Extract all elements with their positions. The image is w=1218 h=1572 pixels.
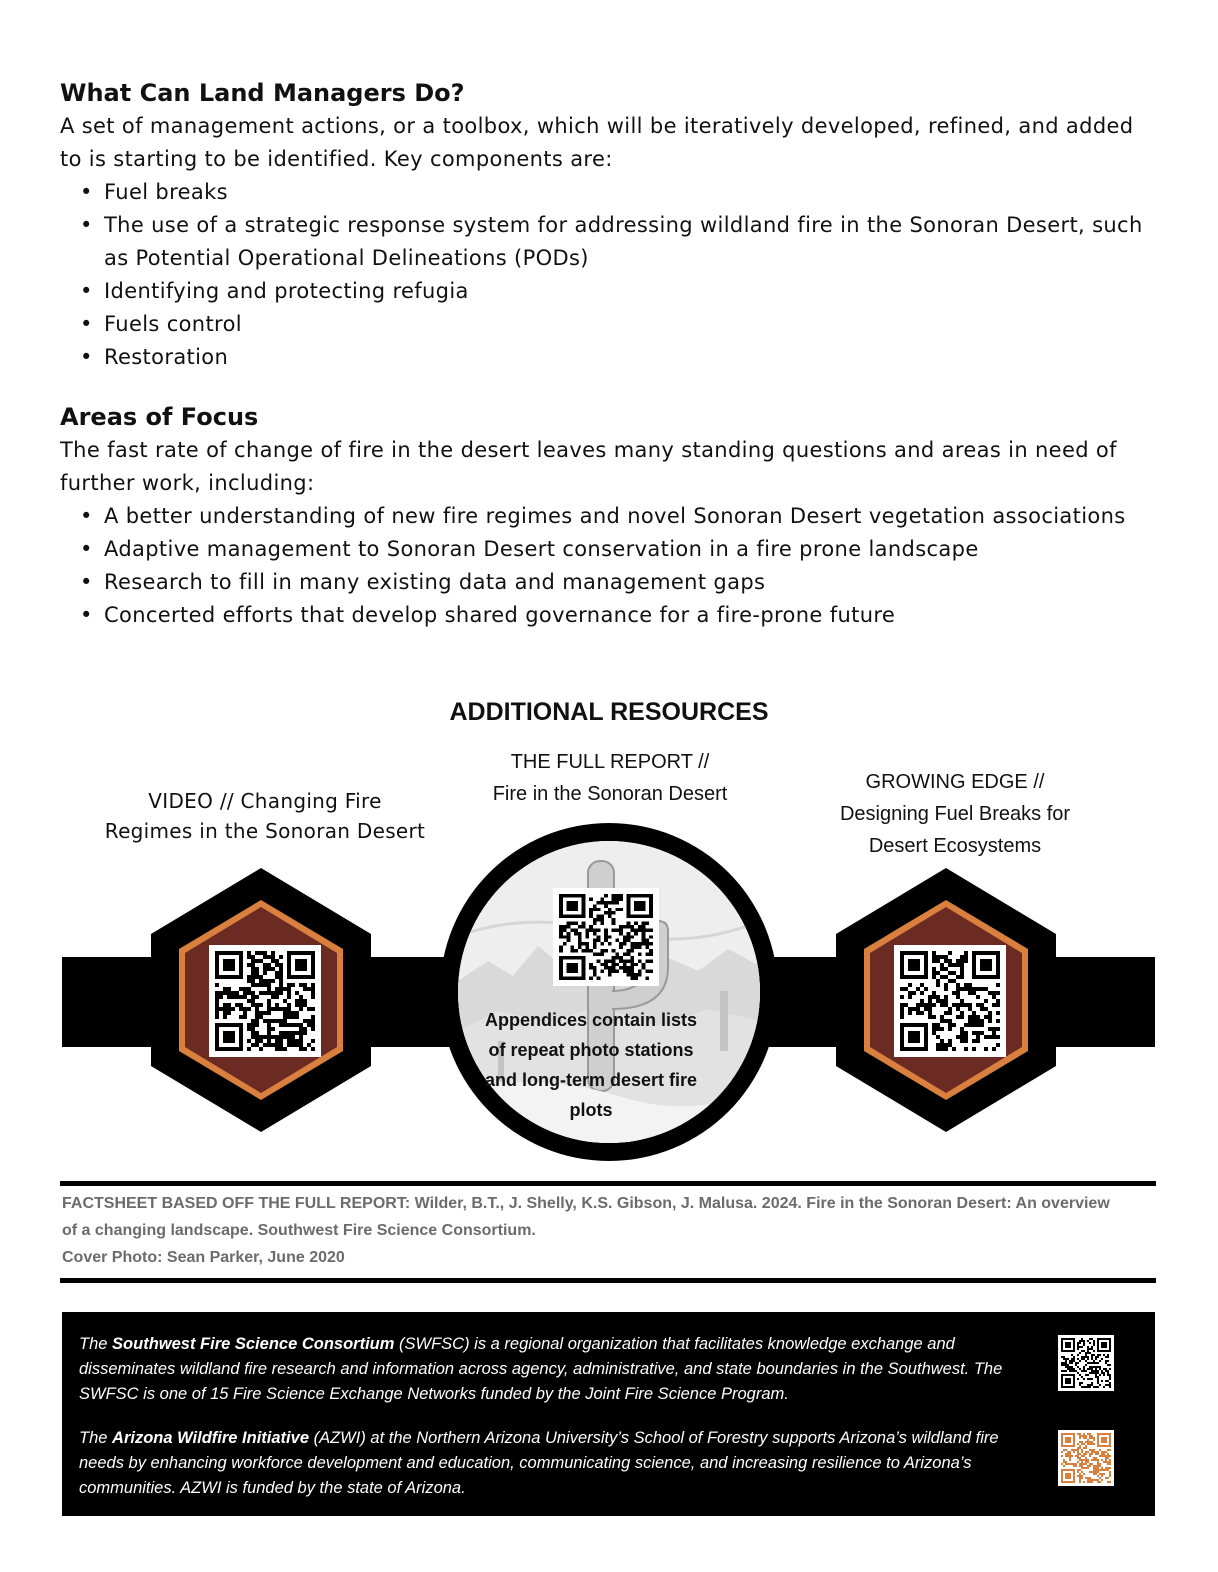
- citation-reference: Wilder, B.T., J. Shelly, K.S. Gibson, J. Malusa. 2024. Fire in the Sonoran Desert: An overview of a changing landscape. Southwest Fire Science Consortium.: [62, 1195, 1110, 1239]
- qr-code-icon: [1061, 1338, 1111, 1388]
- bullet-list: [60, 500, 1160, 632]
- section-heading: What Can Land Managers Do?: [60, 79, 465, 107]
- text-fragment: The: [79, 1429, 113, 1447]
- video-caption-line2: Regimes in the Sonoran Desert: [104, 819, 426, 843]
- list-item: • A better understanding of new fire regimes and novel Sonoran Desert vegetation associations: [60, 500, 1160, 533]
- resources-title: ADDITIONAL RESOURCES: [449, 698, 769, 726]
- text-fragment: (SWFSC) is a regional organization that facilitates knowledge exchange and disseminates wildland fire research and information across agency, administrative, and state boundaries in the Southwest. The SWFSC is one of 15 Fire Science Exchange Networks funded by the Joint Fire Science Program.: [79, 1335, 1003, 1403]
- swfsc-name: Southwest Fire Science Consortium: [112, 1335, 395, 1353]
- growing-edge-caption-line1: GROWING EDGE //: [865, 771, 1045, 793]
- azwi-description: [79, 1426, 1009, 1501]
- growing-edge-qr-code[interactable]: [894, 945, 1006, 1057]
- section-intro: The fast rate of change of fire in the desert leaves many standing questions and areas in need of further work, including:: [60, 438, 1117, 495]
- growing-edge-caption-line2: Designing Fuel Breaks for: [839, 803, 1071, 825]
- growing-edge-caption: [800, 766, 1110, 862]
- list-item: • Adaptive management to Sonoran Desert conservation in a fire prone landscape: [60, 533, 1160, 566]
- growing-edge-hexagon: [836, 868, 1056, 1132]
- text-fragment: The: [79, 1335, 113, 1353]
- list-item: • Fuel breaks: [60, 176, 1160, 209]
- bullet-list: [60, 176, 1160, 374]
- azwi-qr-code[interactable]: [1058, 1430, 1114, 1486]
- azwi-name: Arizona Wildfire Initiative: [112, 1429, 309, 1447]
- swfsc-description: [79, 1332, 1009, 1407]
- divider: [60, 1278, 1156, 1283]
- qr-code-icon: [900, 951, 1000, 1051]
- qr-code-icon: [1061, 1433, 1111, 1483]
- text-fragment: (AZWI) at the Northern Arizona University’s School of Forestry supports Arizona’s wildland fire needs by enhancing workforce development and education, communicating science, and increasing resilience to Arizona’s communities. AZWI is funded by the state of Arizona.: [79, 1429, 999, 1497]
- growing-edge-caption-line3: Desert Ecosystems: [868, 835, 1042, 857]
- swfsc-qr-code[interactable]: [1058, 1335, 1114, 1391]
- list-item: • Concerted efforts that develop shared governance for a fire-prone future: [60, 599, 1160, 632]
- qr-code-icon: [215, 951, 315, 1051]
- list-item: • Research to fill in many existing data and management gaps: [60, 566, 1160, 599]
- section-land-managers: [60, 78, 1160, 374]
- footer-box: [62, 1312, 1155, 1516]
- report-caption-line1: THE FULL REPORT //: [510, 751, 710, 773]
- report-caption-line2: Fire in the Sonoran Desert: [492, 783, 728, 805]
- list-item: • Restoration: [60, 341, 1160, 374]
- report-note: Appendices contain lists of repeat photo stations and long-term desert fire plots: [484, 1010, 698, 1120]
- divider: [60, 1181, 1156, 1186]
- report-circle: [440, 823, 778, 1161]
- list-item: • Fuels control: [60, 308, 1160, 341]
- video-caption: [90, 786, 440, 846]
- citation-text: [62, 1190, 1122, 1244]
- section-intro: A set of management actions, or a toolbox, which will be iteratively developed, refined, and added to is starting to be identified. Key components are:: [60, 114, 1134, 171]
- report-caption: [440, 746, 780, 810]
- citation-label: FACTSHEET BASED OFF THE FULL REPORT:: [62, 1195, 411, 1212]
- video-hexagon: [151, 868, 371, 1132]
- qr-code-icon: [559, 894, 653, 980]
- list-item: • The use of a strategic response system for addressing wildland fire in the Sonoran Desert, such as Potential Operational Delineations (PODs): [60, 209, 1160, 275]
- cover-photo-credit: Cover Photo: Sean Parker, June 2020: [62, 1249, 345, 1266]
- section-areas-of-focus: [60, 402, 1160, 632]
- video-qr-code[interactable]: [209, 945, 321, 1057]
- video-caption-line1: VIDEO // Changing Fire: [148, 789, 382, 813]
- list-item: • Identifying and protecting refugia: [60, 275, 1160, 308]
- section-heading: Areas of Focus: [60, 403, 259, 431]
- citation: [62, 1190, 1122, 1271]
- report-qr-code[interactable]: [553, 888, 659, 986]
